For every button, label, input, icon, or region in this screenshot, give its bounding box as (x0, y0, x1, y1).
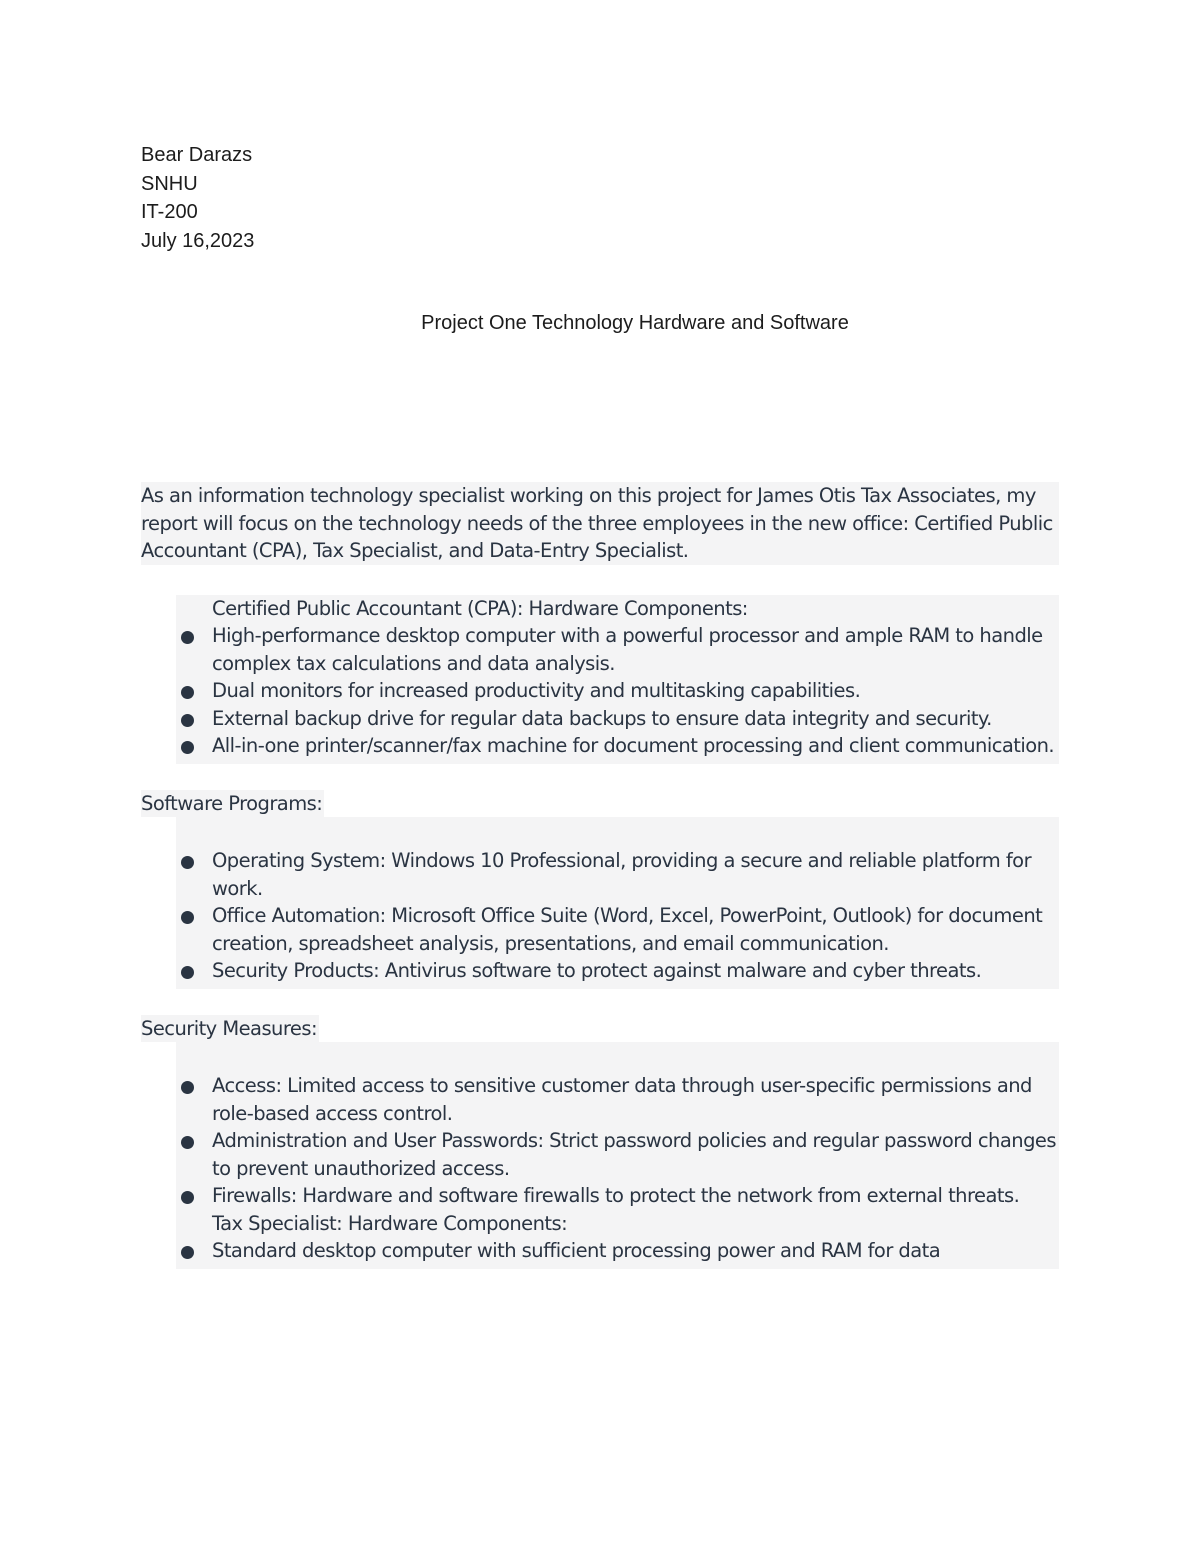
bullet-icon (181, 911, 194, 924)
list-item (176, 1182, 1059, 1210)
list-item-text: High-performance desktop computer with a powerful processor and ample RAM to handle complex tax calculations and data analysis. (212, 624, 1043, 675)
document-date: July 16,2023 (141, 229, 255, 252)
list-item (176, 902, 1059, 957)
list-item-text: External backup drive for regular data backups to ensure data integrity and security. (212, 706, 992, 730)
list-item (176, 732, 1059, 760)
list-item (176, 677, 1059, 705)
list-item-text: Office Automation: Microsoft Office Suite (Word, Excel, PowerPoint, Outlook) for document creation, spreadsheet analysis, presentations, and email communication. (212, 904, 1043, 955)
intro-paragraph: As an information technology specialist working on this project for James Otis Tax Associates, my report will focus on the technology needs of the three employees in the new office: Certified Public Accountant (CPA), Tax Specialist, and Data-Entry Specialist. (141, 482, 1059, 565)
list-item (176, 1072, 1059, 1127)
cpa-hardware-list (176, 595, 1059, 764)
course-code: IT-200 (141, 201, 198, 224)
bullet-icon (181, 966, 194, 979)
list-item (176, 622, 1059, 677)
list-item (176, 1127, 1059, 1182)
list-item-text: Operating System: Windows 10 Professional, providing a secure and reliable platform for work. (212, 849, 1032, 900)
school-name: SNHU (141, 172, 198, 195)
list-item-text: Access: Limited access to sensitive customer data through user-specific permissions and role-based access control. (212, 1074, 1032, 1125)
list-item (176, 957, 1059, 985)
bullet-icon (181, 686, 194, 699)
list-item (176, 847, 1059, 902)
list-item-text: Dual monitors for increased productivity and multitasking capabilities. (212, 679, 861, 702)
author-name: Bear Darazs (141, 144, 253, 166)
list-item-text: All-in-one printer/scanner/fax machine for document processing and client communication. (212, 734, 1055, 757)
bullet-icon (181, 1136, 194, 1149)
list-item-text: Firewalls: Hardware and software firewalls to protect the network from external threats. (212, 1184, 1020, 1207)
tax-heading: Tax Specialist: Hardware Components: (212, 1211, 568, 1235)
security-heading: Security Measures: (141, 1015, 319, 1043)
software-heading: Software Programs: (141, 790, 324, 818)
document-body (141, 482, 1059, 1269)
list-item-text: Standard desktop computer with sufficient processing power and RAM for data (212, 1239, 941, 1262)
list-item-text: Administration and User Passwords: Strict password policies and regular password changes to prevent unauthorized access. (212, 1129, 1056, 1180)
cpa-heading: Certified Public Accountant (CPA): Hardware Components: (212, 596, 748, 620)
bullet-icon (181, 1246, 194, 1259)
bullet-icon (181, 714, 194, 727)
list-item (176, 705, 1059, 733)
bullet-icon (181, 1191, 194, 1204)
bullet-icon (181, 856, 194, 869)
security-list (176, 1042, 1059, 1269)
list-item (176, 1237, 1059, 1265)
document-title: Project One Technology Hardware and Software (421, 312, 849, 334)
bullet-icon (181, 741, 194, 754)
bullet-icon (181, 1081, 194, 1094)
software-list (176, 817, 1059, 989)
bullet-icon (181, 631, 194, 644)
list-item-text: Security Products: Antivirus software to protect against malware and cyber threats. (212, 959, 982, 982)
header-block (141, 141, 254, 255)
